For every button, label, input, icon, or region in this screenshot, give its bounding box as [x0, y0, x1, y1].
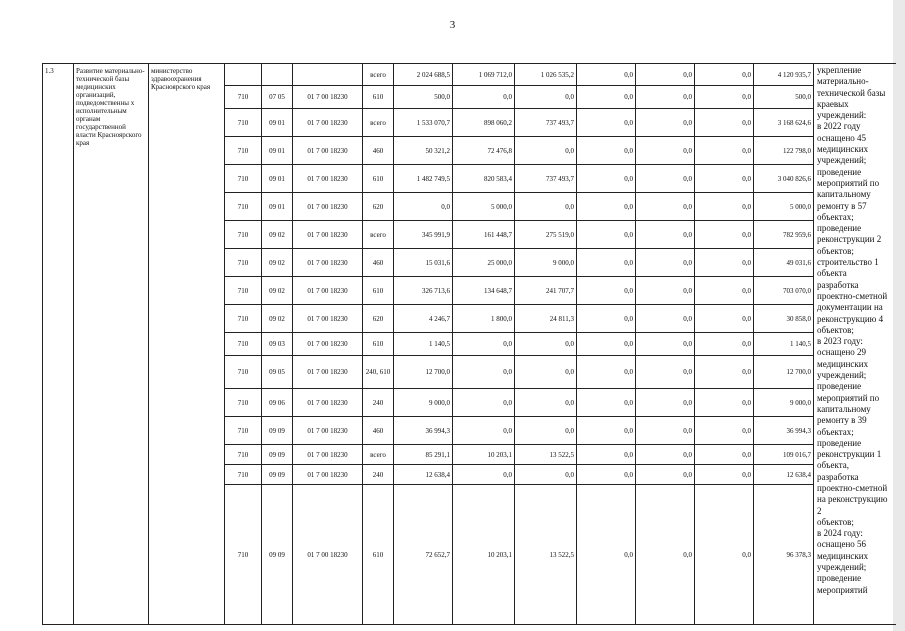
cell-y2024: 0,0 [515, 333, 577, 356]
cell-vr: 610 [363, 86, 394, 109]
cell-vr: 240, 610 [363, 356, 394, 389]
cell-y2026: 0,0 [636, 389, 695, 417]
cell-y2024: 0,0 [515, 389, 577, 417]
cell-y2025: 0,0 [577, 485, 636, 625]
cell-grbs: 710 [225, 137, 262, 165]
cell-total: 49 031,6 [754, 249, 814, 277]
cell-csr: 01 7 00 18230 [293, 165, 363, 193]
cell-y2022: 326 713,6 [394, 277, 453, 305]
cell-grbs: 710 [225, 445, 262, 465]
cell-y2025: 0,0 [577, 389, 636, 417]
cell-y2023: 134 648,7 [453, 277, 515, 305]
cell-y2022: 2 024 688,5 [394, 64, 453, 86]
cell-y2023: 0,0 [453, 86, 515, 109]
cell-y2026: 0,0 [636, 109, 695, 137]
cell-rzpr: 09 06 [262, 389, 293, 417]
cell-y2027: 0,0 [695, 445, 754, 465]
cell-vr: 610 [363, 333, 394, 356]
cell-y2024: 0,0 [515, 193, 577, 221]
cell-y2026: 0,0 [636, 465, 695, 485]
cell-y2025: 0,0 [577, 109, 636, 137]
cell-csr: 01 7 00 18230 [293, 137, 363, 165]
cell-vr: 460 [363, 249, 394, 277]
cell-csr: 01 7 00 18230 [293, 417, 363, 445]
cell-y2024: 1 026 535,2 [515, 64, 577, 86]
cell-grbs: 710 [225, 86, 262, 109]
cell-y2027: 0,0 [695, 485, 754, 625]
cell-vr: 460 [363, 417, 394, 445]
cell-total: 3 040 826,6 [754, 165, 814, 193]
cell-y2024: 0,0 [515, 86, 577, 109]
cell-csr: 01 7 00 18230 [293, 465, 363, 485]
cell-total: 12 700,0 [754, 356, 814, 389]
cell-y2027: 0,0 [695, 249, 754, 277]
cell-y2024: 737 493,7 [515, 165, 577, 193]
cell-csr: 01 7 00 18230 [293, 305, 363, 333]
cell-y2026: 0,0 [636, 417, 695, 445]
cell-vr: 610 [363, 485, 394, 625]
cell-y2024: 275 519,0 [515, 221, 577, 249]
cell-vr: всего [363, 221, 394, 249]
cell-y2023: 25 000,0 [453, 249, 515, 277]
item-executor: министерство здравоохранения Красноярского края [149, 64, 225, 625]
cell-y2022: 15 031,6 [394, 249, 453, 277]
cell-y2026: 0,0 [636, 249, 695, 277]
cell-y2022: 500,0 [394, 86, 453, 109]
cell-total: 4 120 935,7 [754, 64, 814, 86]
cell-csr: 01 7 00 18230 [293, 86, 363, 109]
cell-y2022: 36 994,3 [394, 417, 453, 445]
cell-grbs: 710 [225, 333, 262, 356]
cell-y2026: 0,0 [636, 305, 695, 333]
cell-grbs: 710 [225, 249, 262, 277]
cell-vr: 610 [363, 165, 394, 193]
cell-csr: 01 7 00 18230 [293, 356, 363, 389]
cell-rzpr: 09 02 [262, 221, 293, 249]
cell-y2022: 0,0 [394, 193, 453, 221]
cell-y2025: 0,0 [577, 356, 636, 389]
cell-grbs: 710 [225, 389, 262, 417]
cell-y2023: 0,0 [453, 389, 515, 417]
cell-y2023: 1 069 712,0 [453, 64, 515, 86]
cell-y2027: 0,0 [695, 193, 754, 221]
cell-grbs: 710 [225, 417, 262, 445]
cell-grbs: 710 [225, 193, 262, 221]
cell-y2024: 24 811,3 [515, 305, 577, 333]
cell-y2022: 12 700,0 [394, 356, 453, 389]
cell-y2023: 5 000,0 [453, 193, 515, 221]
cell-rzpr: 09 01 [262, 165, 293, 193]
cell-rzpr: 09 02 [262, 305, 293, 333]
cell-y2022: 1 482 749,5 [394, 165, 453, 193]
cell-y2024: 0,0 [515, 417, 577, 445]
cell-csr: 01 7 00 18230 [293, 277, 363, 305]
cell-vr: 460 [363, 137, 394, 165]
cell-y2025: 0,0 [577, 221, 636, 249]
cell-grbs: 710 [225, 221, 262, 249]
cell-y2022: 50 321,2 [394, 137, 453, 165]
cell-y2026: 0,0 [636, 445, 695, 465]
cell-y2022: 85 291,1 [394, 445, 453, 465]
cell-y2024: 9 000,0 [515, 249, 577, 277]
cell-y2024: 13 522,5 [515, 485, 577, 625]
cell-rzpr: 09 09 [262, 417, 293, 445]
cell-y2024: 241 707,7 [515, 277, 577, 305]
cell-y2025: 0,0 [577, 64, 636, 86]
cell-y2025: 0,0 [577, 305, 636, 333]
budget-table [42, 63, 896, 625]
cell-y2025: 0,0 [577, 417, 636, 445]
cell-csr: 01 7 00 18230 [293, 193, 363, 221]
cell-y2023: 820 583,4 [453, 165, 515, 193]
cell-vr: всего [363, 64, 394, 86]
cell-csr: 01 7 00 18230 [293, 249, 363, 277]
cell-y2027: 0,0 [695, 465, 754, 485]
cell-y2027: 0,0 [695, 86, 754, 109]
cell-rzpr: 09 01 [262, 109, 293, 137]
cell-total: 703 070,0 [754, 277, 814, 305]
cell-rzpr: 09 01 [262, 193, 293, 221]
cell-y2027: 0,0 [695, 417, 754, 445]
cell-rzpr: 09 05 [262, 356, 293, 389]
cell-vr: 620 [363, 305, 394, 333]
cell-y2026: 0,0 [636, 356, 695, 389]
cell-total: 122 798,0 [754, 137, 814, 165]
cell-y2026: 0,0 [636, 221, 695, 249]
cell-y2023: 10 203,1 [453, 445, 515, 465]
cell-grbs: 710 [225, 305, 262, 333]
cell-y2022: 4 246,7 [394, 305, 453, 333]
cell-rzpr: 09 09 [262, 465, 293, 485]
cell-y2023: 10 203,1 [453, 485, 515, 625]
cell-y2022: 345 991,9 [394, 221, 453, 249]
cell-y2023: 1 800,0 [453, 305, 515, 333]
cell-y2022: 1 533 070,7 [394, 109, 453, 137]
cell-y2025: 0,0 [577, 445, 636, 465]
cell-rzpr: 09 02 [262, 249, 293, 277]
cell-y2025: 0,0 [577, 137, 636, 165]
cell-y2023: 898 060,2 [453, 109, 515, 137]
cell-y2027: 0,0 [695, 165, 754, 193]
cell-grbs [225, 64, 262, 86]
cell-y2027: 0,0 [695, 64, 754, 86]
cell-y2023: 161 448,7 [453, 221, 515, 249]
cell-y2023: 0,0 [453, 356, 515, 389]
cell-csr: 01 7 00 18230 [293, 333, 363, 356]
cell-y2023: 0,0 [453, 417, 515, 445]
cell-vr: всего [363, 445, 394, 465]
table-body [43, 64, 896, 625]
cell-y2027: 0,0 [695, 356, 754, 389]
cell-csr: 01 7 00 18230 [293, 109, 363, 137]
cell-grbs: 710 [225, 109, 262, 137]
cell-csr: 01 7 00 18230 [293, 221, 363, 249]
cell-y2027: 0,0 [695, 333, 754, 356]
cell-y2026: 0,0 [636, 165, 695, 193]
cell-total: 30 858,0 [754, 305, 814, 333]
cell-y2025: 0,0 [577, 277, 636, 305]
cell-csr: 01 7 00 18230 [293, 485, 363, 625]
cell-y2024: 0,0 [515, 356, 577, 389]
cell-y2025: 0,0 [577, 193, 636, 221]
cell-csr [293, 64, 363, 86]
cell-grbs: 710 [225, 356, 262, 389]
cell-grbs: 710 [225, 485, 262, 625]
cell-total: 3 168 624,6 [754, 109, 814, 137]
cell-total: 1 140,5 [754, 333, 814, 356]
cell-csr: 01 7 00 18230 [293, 389, 363, 417]
cell-y2024: 0,0 [515, 465, 577, 485]
cell-vr: 240 [363, 465, 394, 485]
cell-total: 782 959,6 [754, 221, 814, 249]
cell-csr: 01 7 00 18230 [293, 445, 363, 465]
cell-y2025: 0,0 [577, 165, 636, 193]
cell-rzpr: 07 05 [262, 86, 293, 109]
cell-total: 500,0 [754, 86, 814, 109]
cell-y2026: 0,0 [636, 193, 695, 221]
table-row [43, 64, 896, 86]
cell-rzpr: 09 01 [262, 137, 293, 165]
cell-total: 96 378,3 [754, 485, 814, 625]
cell-total: 109 016,7 [754, 445, 814, 465]
cell-y2024: 0,0 [515, 137, 577, 165]
cell-vr: 610 [363, 277, 394, 305]
cell-y2026: 0,0 [636, 86, 695, 109]
cell-rzpr: 09 09 [262, 445, 293, 465]
cell-y2027: 0,0 [695, 305, 754, 333]
cell-y2026: 0,0 [636, 333, 695, 356]
cell-grbs: 710 [225, 277, 262, 305]
item-number: 1.3 [43, 64, 74, 625]
cell-y2026: 0,0 [636, 485, 695, 625]
cell-rzpr: 09 02 [262, 277, 293, 305]
cell-y2026: 0,0 [636, 64, 695, 86]
page-number: 3 [449, 19, 456, 31]
item-name: Развитие материально-технической базы медицинских организаций, подведомственны х исполнительным органам государственной власти Красноярского края [74, 64, 149, 625]
cell-y2022: 72 652,7 [394, 485, 453, 625]
cell-total: 9 000,0 [754, 389, 814, 417]
cell-y2027: 0,0 [695, 137, 754, 165]
cell-y2027: 0,0 [695, 389, 754, 417]
cell-vr: 240 [363, 389, 394, 417]
cell-y2027: 0,0 [695, 221, 754, 249]
cell-y2026: 0,0 [636, 137, 695, 165]
cell-y2025: 0,0 [577, 249, 636, 277]
cell-grbs: 710 [225, 465, 262, 485]
cell-y2023: 0,0 [453, 333, 515, 356]
cell-y2025: 0,0 [577, 86, 636, 109]
cell-y2023: 0,0 [453, 465, 515, 485]
cell-rzpr [262, 64, 293, 86]
cell-rzpr: 09 03 [262, 333, 293, 356]
cell-y2026: 0,0 [636, 277, 695, 305]
cell-y2025: 0,0 [577, 333, 636, 356]
cell-total: 12 638,4 [754, 465, 814, 485]
cell-y2025: 0,0 [577, 465, 636, 485]
cell-y2023: 72 476,8 [453, 137, 515, 165]
cell-rzpr: 09 09 [262, 485, 293, 625]
expected-result: укрепление материально- технической базы краевых учреждений: в 2022 году оснащено 45 медицинских учреждений; проведение мероприятий по капитальному ремонту в 57 объектах; проведение реконструкции 2 объектов; строительство 1 объекта разработка проектно-сметной документации на реконструкцию 4 объектов; в 2023 году: оснащено 29 медицинских учреждений; проведение мероприятий по капитальному ремонту в 39 объектах; проведение реконструкции 1 объекта, разработка проектно-сметной на реконструкцию 2 объектов; в 2024 году: оснащено 56 медицинских учреждений; проведение мероприятий [814, 64, 896, 625]
cell-total: 5 000,0 [754, 193, 814, 221]
cell-vr: 620 [363, 193, 394, 221]
cell-y2022: 1 140,5 [394, 333, 453, 356]
cell-y2022: 9 000,0 [394, 389, 453, 417]
cell-y2022: 12 638,4 [394, 465, 453, 485]
cell-grbs: 710 [225, 165, 262, 193]
cell-y2024: 13 522,5 [515, 445, 577, 465]
cell-vr: всего [363, 109, 394, 137]
cell-y2024: 737 493,7 [515, 109, 577, 137]
cell-y2027: 0,0 [695, 109, 754, 137]
cell-y2027: 0,0 [695, 277, 754, 305]
cell-total: 36 994,3 [754, 417, 814, 445]
